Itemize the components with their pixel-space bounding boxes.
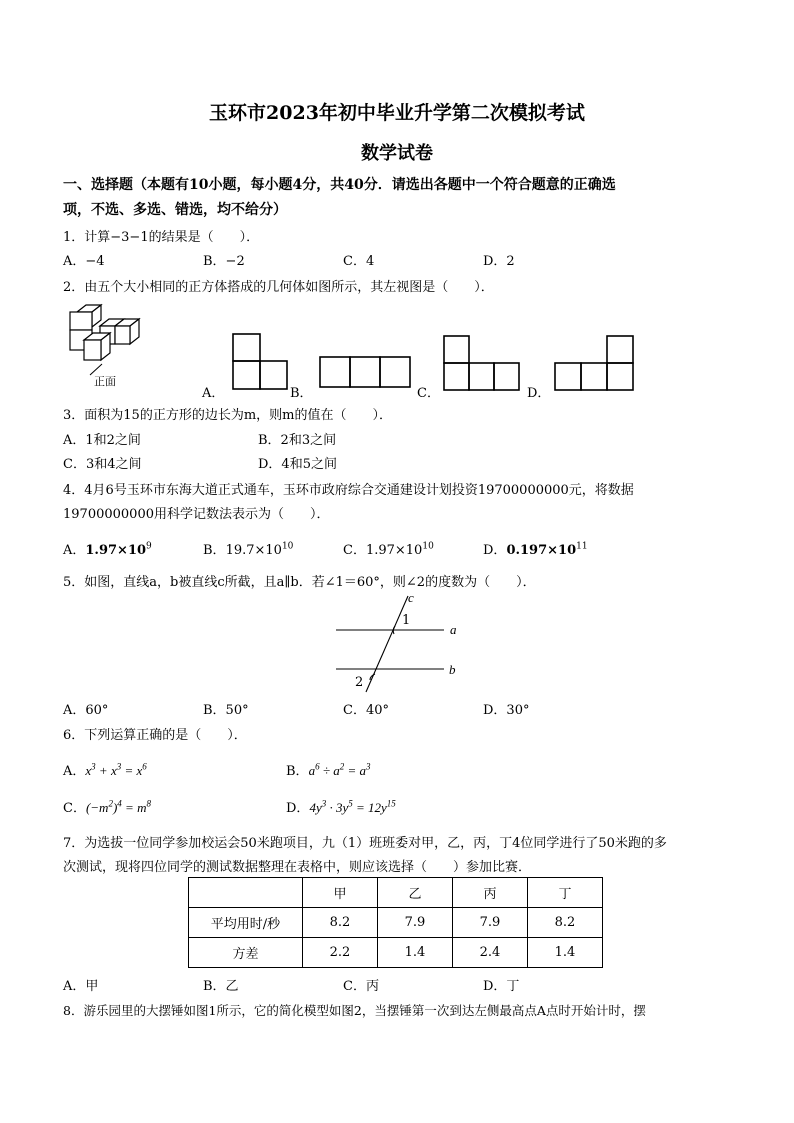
table-cell: 2.4 bbox=[453, 938, 528, 968]
q6-option-a: A．$x^3 + x^3 = x^6$ bbox=[63, 761, 147, 779]
table-cell: 1.4 bbox=[378, 938, 453, 968]
table-cell: 7.9 bbox=[453, 908, 528, 938]
q3-option-d: D．4和5之间 bbox=[258, 457, 337, 472]
q2-option-c-figure bbox=[442, 334, 524, 394]
q4-option-a: A．$1.97\times 10^9$ bbox=[63, 541, 152, 558]
table-cell: 7.9 bbox=[378, 908, 453, 938]
q4-stem-cont: 19700000000用科学记数法表示为（ ）． bbox=[63, 507, 330, 522]
q2-front-label: 正面 bbox=[94, 375, 116, 388]
q3-option-c: C．3和4之间 bbox=[63, 457, 142, 472]
q5-label-angle1: 1 bbox=[402, 613, 411, 628]
q4-option-c: C．$1.97\times 10^{10}$ bbox=[343, 541, 434, 558]
q2-option-c: C． bbox=[417, 386, 440, 401]
table-row bbox=[189, 938, 603, 968]
table-cell: 1.4 bbox=[528, 938, 603, 968]
table-cell: 平均用时/秒 bbox=[189, 908, 303, 938]
q7-stem: 7．为选拔一位同学参加校运会50米跑项目，九（1）班班委对甲，乙，丙，丁4位同学进行了50米跑的多 bbox=[63, 836, 667, 851]
table-header-cell: 甲 bbox=[303, 878, 378, 908]
q7-option-b: B．乙 bbox=[203, 979, 239, 994]
q1-option-d: D．2 bbox=[483, 254, 515, 269]
q3-option-a: A．1和2之间 bbox=[63, 433, 141, 448]
q2-option-b-figure bbox=[318, 355, 414, 391]
q1-stem: 1．计算−3−1的结果是（ ）． bbox=[63, 230, 260, 245]
table-header-cell: 丙 bbox=[453, 878, 528, 908]
q4-stem: 4．4月6号玉环市东海大道正式通车，玉环市政府综合交通建设计划投资19700000000元，将数据 bbox=[63, 483, 634, 498]
q2-option-b: B． bbox=[290, 386, 313, 401]
q6-option-b: B．$a^6 \div a^2 = a^3$ bbox=[286, 761, 371, 779]
exam-title: 玉环市2023年初中毕业升学第二次模拟考试 bbox=[209, 102, 585, 124]
table-cell: 8.2 bbox=[303, 908, 378, 938]
table-row bbox=[189, 908, 603, 938]
q1-option-c: C．4 bbox=[343, 254, 375, 269]
q2-option-d: D． bbox=[527, 386, 551, 401]
q1-option-b: B．−2 bbox=[203, 254, 245, 269]
q3-option-b: B．2和3之间 bbox=[258, 433, 337, 448]
q1-option-a: A．−4 bbox=[63, 254, 105, 269]
table-header-cell: 丁 bbox=[528, 878, 603, 908]
table-cell: 2.2 bbox=[303, 938, 378, 968]
q5-label-b: b bbox=[449, 662, 456, 677]
q4-option-d: D．$0.197\times 10^{11}$ bbox=[483, 541, 588, 558]
table-header-row bbox=[189, 878, 603, 908]
q6-option-c: C．$(-m^2)^4 = m^8$ bbox=[63, 798, 151, 816]
q8-stem: 8．游乐园里的大摆锤如图1所示，它的简化模型如图2，当摆锤第一次到达左侧最高点A点时开始计时，摆 bbox=[63, 1003, 646, 1018]
q5-option-d: D．30° bbox=[483, 703, 530, 718]
section-heading: 一、选择题（本题有10小题，每小题4分，共40分．请选出各题中一个符合题意的正确选 bbox=[63, 177, 616, 193]
exam-subtitle: 数学试卷 bbox=[361, 143, 433, 164]
q5-stem: 5．如图，直线a，b被直线c所截，且a∥b．若∠1＝60°，则∠2的度数为（ ）． bbox=[63, 575, 536, 590]
q2-option-a: A． bbox=[202, 386, 225, 401]
q5-option-b: B．50° bbox=[203, 703, 249, 718]
q2-option-a-figure bbox=[231, 333, 291, 393]
table-cell: 8.2 bbox=[528, 908, 603, 938]
q5-label-a: a bbox=[450, 622, 457, 637]
section-heading-cont: 项，不选、多选、错选，均不给分） bbox=[63, 202, 287, 218]
q5-option-c: C．40° bbox=[343, 703, 389, 718]
q7-option-a: A．甲 bbox=[63, 979, 99, 994]
q7-data-table bbox=[188, 877, 603, 968]
q5-label-c: c bbox=[408, 590, 414, 605]
q6-option-d: D．$4y^3 \cdot 3y^5 = 12y^{15}$ bbox=[286, 798, 396, 816]
q7-stem-cont: 次测试，现将四位同学的测试数据整理在表格中，则应该选择（ ）参加比赛． bbox=[63, 860, 532, 875]
q7-option-d: D．丁 bbox=[483, 979, 520, 994]
q2-option-d-figure bbox=[553, 334, 637, 394]
q4-option-b: B．$19.7\times 10^{10}$ bbox=[203, 541, 294, 558]
q5-label-angle2: 2 bbox=[355, 675, 364, 690]
q7-option-c: C．丙 bbox=[343, 979, 379, 994]
q2-stem: 2．由五个大小相同的正方体搭成的几何体如图所示，其左视图是（ ）． bbox=[63, 280, 494, 295]
table-header-cell bbox=[189, 878, 303, 908]
q3-stem: 3．面积为15的正方形的边长为m，则m的值在（ ）． bbox=[63, 408, 392, 423]
table-header-cell: 乙 bbox=[378, 878, 453, 908]
q5-option-a: A．60° bbox=[63, 703, 109, 718]
q6-stem: 6．下列运算正确的是（ ）． bbox=[63, 728, 247, 743]
table-cell: 方差 bbox=[189, 938, 303, 968]
